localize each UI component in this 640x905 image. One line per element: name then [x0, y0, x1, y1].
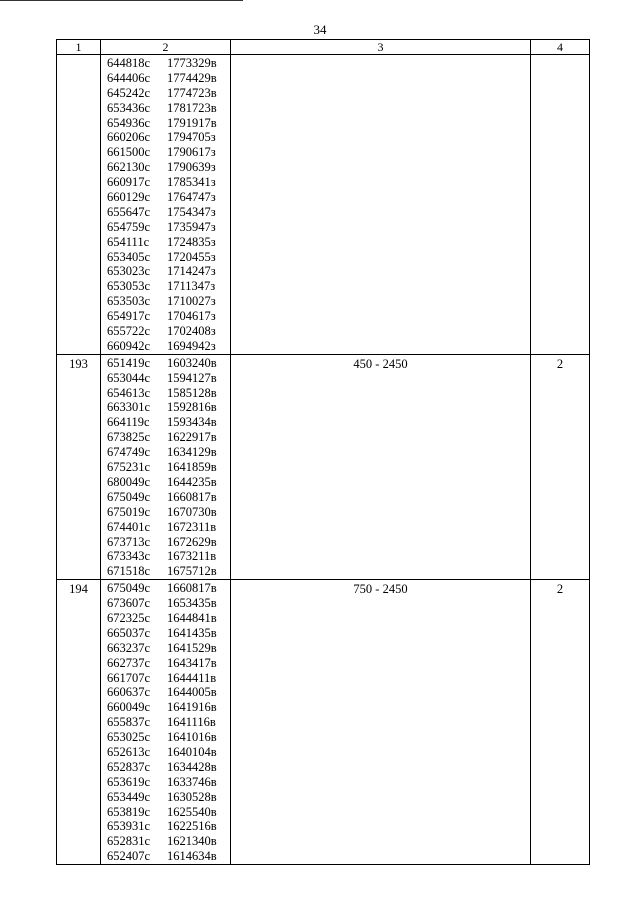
latitude: 675231с [107, 460, 151, 475]
longitude: 1641016в [167, 730, 217, 745]
longitude: 1720455з [167, 249, 216, 264]
coordinate-pair [107, 101, 230, 116]
latitude: 655837с [107, 715, 151, 730]
coordinate-pair [107, 641, 230, 656]
latitude: 653503с [107, 294, 151, 309]
latitude: 654759с [107, 219, 151, 234]
coordinate-pair [107, 520, 230, 535]
longitude: 1622516в [167, 819, 217, 834]
longitude: 1694942з [167, 338, 216, 353]
longitude: 1735947з [167, 219, 216, 234]
latitude: 653436с [107, 100, 151, 115]
coordinate-pair [107, 250, 230, 265]
longitude: 1644235в [167, 474, 217, 489]
coordinate-pair [107, 400, 230, 415]
latitude: 655722с [107, 324, 151, 339]
longitude: 1644841в [167, 610, 217, 625]
coordinate-pair [107, 685, 230, 700]
depth-range: 450 - 2450 [231, 354, 531, 579]
latitude: 651419с [107, 355, 151, 370]
latitude: 672325с [107, 610, 151, 625]
longitude: 1672629в [167, 534, 217, 549]
latitude: 653053с [107, 279, 151, 294]
coordinate-pair [107, 775, 230, 790]
latitude: 675049с [107, 581, 151, 596]
longitude: 1672311в [167, 519, 217, 534]
table-row [57, 354, 590, 579]
coordinate-pair [107, 309, 230, 324]
longitude: 1754347з [167, 204, 216, 219]
latitude: 660637с [107, 685, 151, 700]
longitude: 1641435в [167, 625, 217, 640]
header-col-3: 3 [231, 40, 531, 55]
latitude: 673825с [107, 430, 151, 445]
latitude: 675019с [107, 504, 151, 519]
coordinate-pair [107, 490, 230, 505]
longitude: 1640104в [167, 744, 217, 759]
longitude: 1641916в [167, 700, 217, 715]
coordinate-pair [107, 730, 230, 745]
longitude: 1670730в [167, 504, 217, 519]
coordinate-pair [107, 760, 230, 775]
latitude: 673343с [107, 549, 151, 564]
coordinate-pair [107, 819, 230, 834]
longitude: 1634129в [167, 445, 217, 460]
depth-range [231, 55, 531, 355]
coordinate-pair [107, 626, 230, 641]
coordinate-pair [107, 564, 230, 579]
top-rule [0, 0, 243, 1]
latitude: 673713с [107, 534, 151, 549]
latitude: 653449с [107, 789, 151, 804]
coordinate-pair [107, 445, 230, 460]
longitude: 1621340в [167, 834, 217, 849]
longitude: 1704617з [167, 309, 216, 324]
latitude: 662737с [107, 655, 151, 670]
quantity [531, 55, 590, 355]
longitude: 1774429в [167, 70, 217, 85]
longitude: 1773329в [167, 56, 217, 70]
coordinate-pair [107, 190, 230, 205]
coordinate-pair [107, 549, 230, 564]
longitude: 1625540в [167, 804, 217, 819]
longitude: 1794705з [167, 130, 216, 145]
latitude: 673607с [107, 596, 151, 611]
longitude: 1774723в [167, 85, 217, 100]
longitude: 1660817в [167, 489, 217, 504]
longitude: 1622917в [167, 430, 217, 445]
longitude: 1603240в [167, 355, 217, 370]
coordinate-pair [107, 130, 230, 145]
latitude: 660942с [107, 338, 151, 353]
longitude: 1653435в [167, 596, 217, 611]
latitude: 652407с [107, 849, 151, 864]
coordinate-pair [107, 656, 230, 671]
coordinate-pair [107, 535, 230, 550]
coordinate-pair [107, 220, 230, 235]
latitude: 661707с [107, 670, 151, 685]
longitude: 1660817в [167, 581, 217, 596]
latitude: 653819с [107, 804, 151, 819]
latitude: 671518с [107, 564, 151, 579]
table-row [57, 55, 590, 355]
coordinate-pair [107, 611, 230, 626]
coordinate-pair [107, 324, 230, 339]
longitude: 1644005в [167, 685, 217, 700]
latitude: 675049с [107, 489, 151, 504]
coordinate-pair [107, 745, 230, 760]
latitude: 660917с [107, 175, 151, 190]
coordinate-pair [107, 116, 230, 131]
latitude: 662130с [107, 160, 151, 175]
coordinate-pair [107, 205, 230, 220]
coordinate-pair [107, 460, 230, 475]
row-number: 194 [57, 580, 101, 865]
latitude: 644818с [107, 56, 151, 70]
coordinate-pair [107, 581, 230, 596]
longitude: 1785341з [167, 175, 216, 190]
coordinate-pair [107, 294, 230, 309]
row-number [57, 55, 101, 355]
longitude: 1673211в [167, 549, 217, 564]
coordinate-pair [107, 264, 230, 279]
coordinate-pair [107, 175, 230, 190]
latitude: 644406с [107, 70, 151, 85]
header-row [57, 40, 590, 55]
latitude: 663301с [107, 400, 151, 415]
coordinate-pair [107, 145, 230, 160]
row-number: 193 [57, 354, 101, 579]
latitude: 674749с [107, 445, 151, 460]
quantity: 2 [531, 354, 590, 579]
longitude: 1593434в [167, 415, 217, 430]
coordinate-pair [107, 339, 230, 354]
latitude: 660206с [107, 130, 151, 145]
latitude: 660129с [107, 190, 151, 205]
longitude: 1790639з [167, 160, 216, 175]
latitude: 653931с [107, 819, 151, 834]
depth-range: 750 - 2450 [231, 580, 531, 865]
coordinate-list [101, 55, 231, 355]
longitude: 1630528в [167, 789, 217, 804]
latitude: 653044с [107, 370, 151, 385]
latitude: 665037с [107, 625, 151, 640]
longitude: 1714247з [167, 264, 216, 279]
longitude: 1633746в [167, 774, 217, 789]
longitude: 1791917в [167, 115, 217, 130]
latitude: 654936с [107, 115, 151, 130]
coordinate-pair [107, 715, 230, 730]
longitude: 1641116в [167, 715, 216, 730]
coordinate-pair [107, 671, 230, 686]
coordinate-pair [107, 805, 230, 820]
longitude: 1790617з [167, 145, 216, 160]
latitude: 661500с [107, 145, 151, 160]
longitude: 1643417в [167, 655, 217, 670]
latitude: 664119с [107, 415, 150, 430]
longitude: 1781723в [167, 100, 217, 115]
coordinate-pair [107, 371, 230, 386]
latitude: 645242с [107, 85, 151, 100]
longitude: 1644411в [167, 670, 217, 685]
longitude: 1594127в [167, 370, 217, 385]
coordinate-pair [107, 475, 230, 490]
coordinate-pair [107, 700, 230, 715]
latitude: 655647с [107, 204, 151, 219]
coordinate-pair [107, 790, 230, 805]
coordinate-pair [107, 596, 230, 611]
longitude: 1641859в [167, 460, 217, 475]
header-col-4: 4 [531, 40, 590, 55]
latitude: 653025с [107, 730, 151, 745]
latitude: 652613с [107, 744, 151, 759]
longitude: 1592816в [167, 400, 217, 415]
longitude: 1634428в [167, 759, 217, 774]
longitude: 1614634в [167, 849, 217, 864]
coordinate-pair [107, 386, 230, 401]
latitude: 653619с [107, 774, 151, 789]
coordinate-pair [107, 415, 230, 430]
latitude: 654613с [107, 385, 151, 400]
longitude: 1724835з [167, 234, 216, 249]
coordinate-pair [107, 86, 230, 101]
latitude: 652831с [107, 834, 151, 849]
latitude: 652837с [107, 759, 151, 774]
coordinates-table [56, 39, 590, 865]
latitude: 653023с [107, 264, 151, 279]
latitude: 680049с [107, 474, 151, 489]
coordinate-pair [107, 56, 230, 71]
coordinate-pair [107, 71, 230, 86]
table-row [57, 580, 590, 865]
latitude: 663237с [107, 640, 151, 655]
coordinate-pair [107, 356, 230, 371]
header-col-1: 1 [57, 40, 101, 55]
page-number: 34 [313, 22, 327, 37]
coordinate-pair [107, 505, 230, 520]
latitude: 654917с [107, 309, 151, 324]
coordinate-pair [107, 849, 230, 864]
latitude: 654111с [107, 234, 150, 249]
quantity: 2 [531, 580, 590, 865]
latitude: 674401с [107, 519, 151, 534]
longitude: 1711347з [167, 279, 216, 294]
coordinate-list [101, 580, 231, 865]
longitude: 1585128в [167, 385, 217, 400]
coordinate-pair [107, 279, 230, 294]
longitude: 1710027з [167, 294, 216, 309]
longitude: 1641529в [167, 640, 217, 655]
longitude: 1764747з [167, 190, 216, 205]
longitude: 1702408з [167, 324, 216, 339]
longitude: 1675712в [167, 564, 217, 579]
coordinate-list [101, 354, 231, 579]
coordinate-pair [107, 430, 230, 445]
coordinate-pair [107, 160, 230, 175]
coordinate-pair [107, 834, 230, 849]
coordinate-pair [107, 235, 230, 250]
latitude: 653405с [107, 249, 151, 264]
latitude: 660049с [107, 700, 151, 715]
header-col-2: 2 [101, 40, 231, 55]
